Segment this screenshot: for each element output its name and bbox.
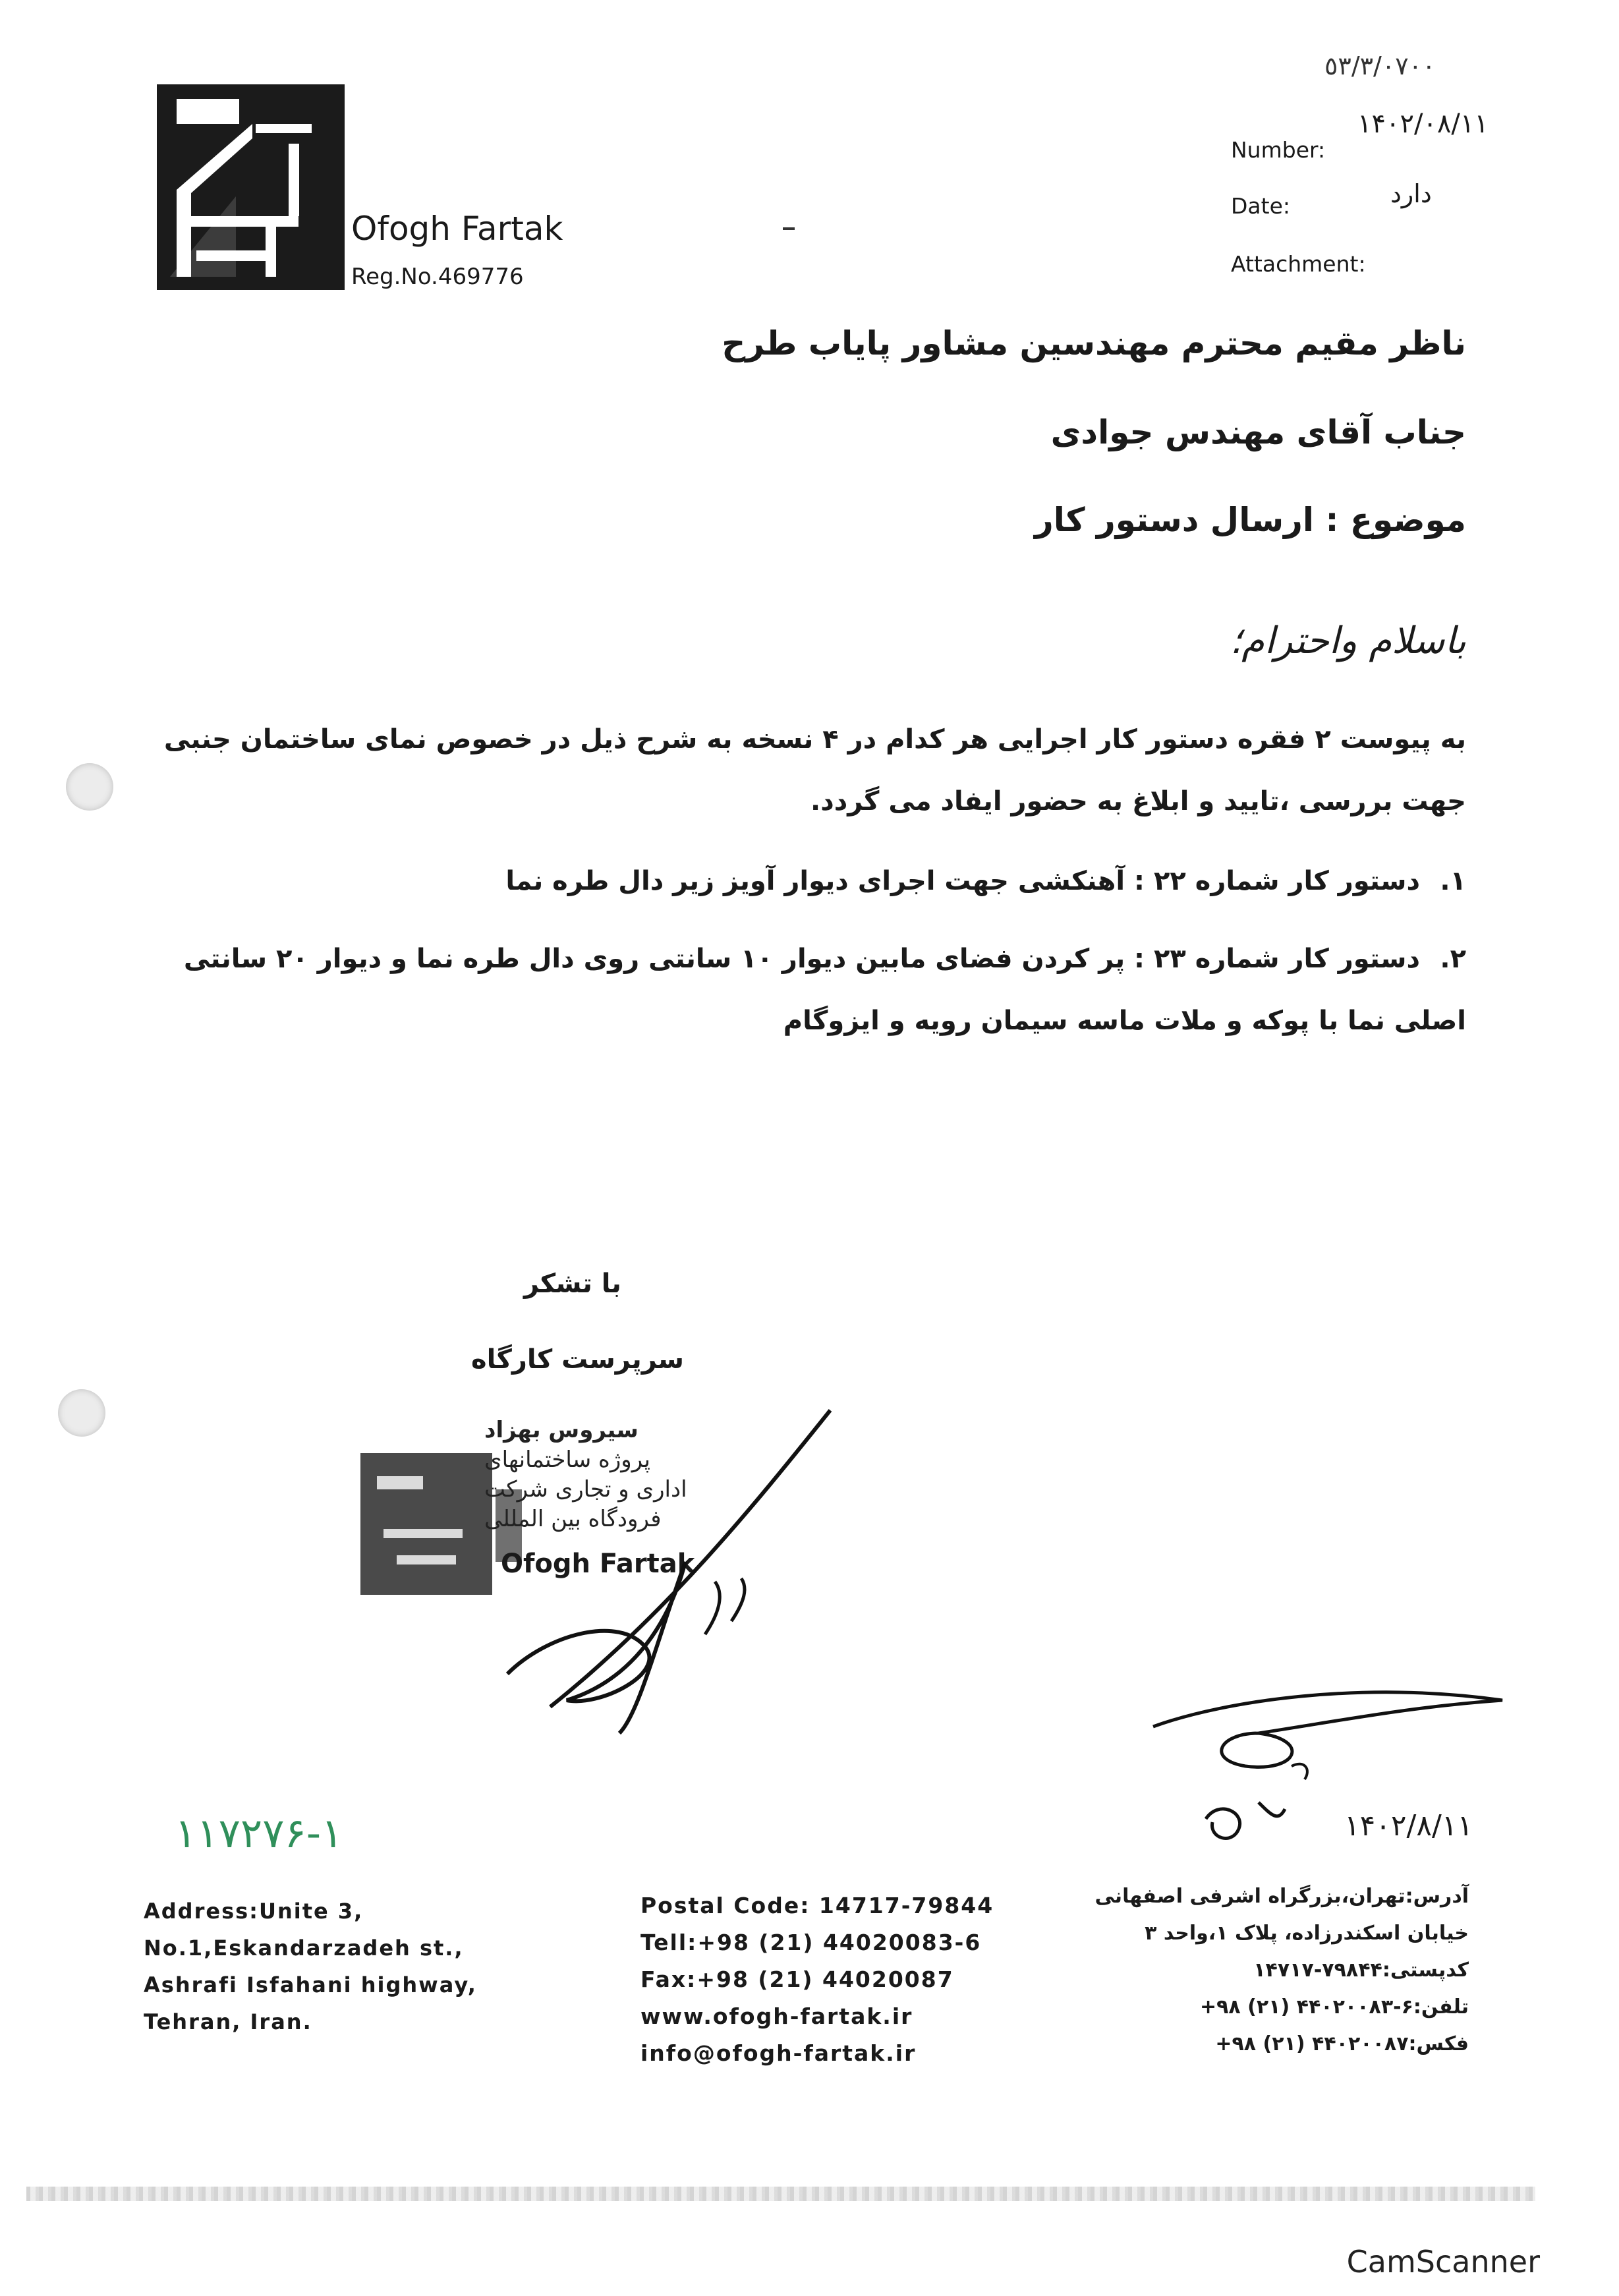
- footer-postal-code: Postal Code: 14717-79844: [640, 1893, 994, 1918]
- list-item: [115, 928, 1466, 1052]
- stamp-brand: Ofogh Fartak: [501, 1549, 695, 1579]
- footer-contact: [640, 1887, 994, 2072]
- list-item-text: دستور کار شماره ۲۳ : پر کردن فضای مابین دیوار ۱۰ سانتی روی دال طره نما و دیوار ۲۰ سانتی اصلی نما با پوکه و ملات ماسه سیمان رویه و ایزوگام: [183, 944, 1466, 1036]
- body-paragraph: به پیوست ۲ فقره دستور کار اجرایی هر کدام در ۴ نسخه به شرح ذیل در خصوص نمای ساختمان جنبی جهت بررسی ،تایید و ابلاغ به حضور ایفاد می گردد.: [163, 724, 1466, 817]
- footer-address-en: [144, 1893, 477, 2040]
- stamp-person-name: سیروس بهزاد: [484, 1417, 639, 1443]
- receipt-code: ۱۱۷۲۷۶-۱: [175, 1809, 343, 1857]
- receipt-date: ۱۴۰۲/۸/۱۱: [1344, 1809, 1473, 1843]
- list-item-text: دستور کار شماره ۲۲ : آهنکشی جهت اجرای دیوار آویز زیر دال طره نما: [505, 866, 1420, 896]
- footer-fax: Fax:+98 (21) 44020087: [640, 1966, 954, 1992]
- footer-line: Ashrafi Isfahani highway,: [144, 1972, 477, 1997]
- dash-mark: [783, 227, 795, 230]
- footer-line: تلفن:۶-۴۴۰۲۰۰۸۳ (۲۱) ۹۸+: [1199, 1995, 1469, 2019]
- recipient-line: ناظر مقیم محترم مهندسین مشاور پایاب طرح: [722, 324, 1466, 362]
- footer-tel: Tell:+98 (21) 44020083-6: [640, 1930, 982, 1955]
- closing-thanks: با تشکر: [524, 1269, 621, 1299]
- footer-line: Address:Unite 3,: [144, 1899, 364, 1924]
- recipient-person: جناب آقای مهندس جوادی: [1050, 413, 1466, 451]
- date-label: Date:: [1231, 193, 1290, 219]
- stamp-line: پروژه ساختمانهای: [484, 1447, 650, 1473]
- company-name: Ofogh Fartak: [351, 210, 563, 248]
- letter-date-value: ۱۴۰۲/۰۸/۱۱: [1357, 109, 1489, 139]
- list-item: [115, 850, 1466, 912]
- subject-line: موضوع : ارسال دستور کار: [1034, 501, 1466, 539]
- number-label: Number:: [1231, 137, 1326, 163]
- footer-line: No.1,Eskandarzadeh st.,: [144, 1936, 464, 1961]
- stamp-line: فرودگاه بین المللی: [484, 1506, 662, 1532]
- punch-hole: [66, 763, 113, 811]
- list-item-number: ۲.: [1440, 944, 1466, 974]
- receipt-signature: [1147, 1687, 1516, 1878]
- footer-website: www.ofogh-fartak.ir: [640, 2003, 913, 2029]
- greeting: باسلام واحترام؛: [1230, 619, 1466, 662]
- attachment-label: Attachment:: [1231, 251, 1366, 277]
- footer-line: فکس:۴۴۰۲۰۰۸۷ (۲۱) ۹۸+: [1215, 2032, 1469, 2055]
- stamp-line: اداری و تجاری شرکت: [484, 1476, 687, 1503]
- footer-line: کدپستی:۷۹۸۴۴-۱۴۷۱۷: [1253, 1959, 1469, 1982]
- letter-number-value: ٥٣/٣/٠٧٠٠: [1324, 51, 1436, 80]
- signature: [488, 1397, 843, 1740]
- list-item-number: ۱.: [1440, 866, 1466, 896]
- footer-line: Tehran, Iran.: [144, 2009, 312, 2034]
- company-logo: [157, 84, 345, 290]
- footer-email: info@ofogh-fartak.ir: [640, 2040, 917, 2066]
- company-reg-number: Reg.No.469776: [351, 264, 524, 290]
- footer-address-fa: [1094, 1878, 1469, 2063]
- scan-edge: [26, 2187, 1535, 2201]
- watermark: CamScanner: [1346, 2244, 1540, 2280]
- signatory-role: سرپرست کارگاه: [471, 1344, 684, 1375]
- punch-hole: [58, 1389, 105, 1437]
- attachment-value: دارد: [1390, 179, 1432, 208]
- footer-line: آدرس:تهران،بزرگراه اشرفی اصفهانی: [1094, 1885, 1469, 1908]
- footer-line: خیابان اسکندرزاده، پلاک ۱،واحد ۳: [1145, 1922, 1469, 1945]
